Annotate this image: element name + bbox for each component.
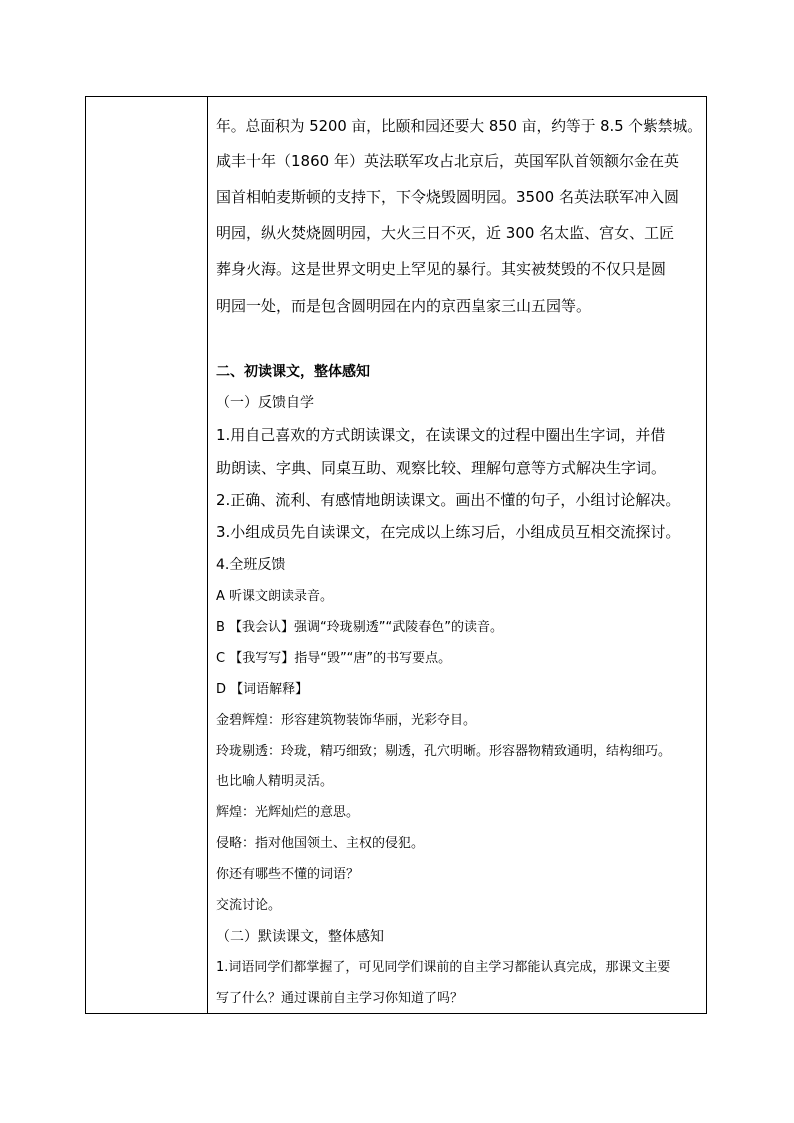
text-line: A 听课文朗读录音。	[216, 589, 334, 604]
text-line: 写了什么？通过课前自主学习你知道了吗？	[216, 991, 464, 1006]
subsection-heading: （一）反馈自学	[216, 395, 314, 411]
text-line: 金碧辉煌：形容建筑物装饰华丽，光彩夺目。	[216, 713, 477, 728]
text-line: 1.词语同学们都掌握了，可见同学们课前的自主学习都能认真完成，那课文主要	[216, 960, 671, 975]
text-line: 明园，纵火焚烧圆明园，大火三日不灭，近 300 名太监、宫女、工匠	[216, 224, 675, 242]
text-line: 年。总面积为 5200 亩，比颐和园还要大 850 亩，约等于 8.5 个紫禁城。	[216, 118, 703, 135]
text-line: B 【我会认】强调“玲珑剔透”“武陵春色”的读音。	[216, 620, 503, 635]
text-line: 辉煌：光辉灿烂的意思。	[216, 805, 360, 820]
text-line: 助朗读、字典、同桌互助、观察比较、理解句意等方式解决生字词。	[216, 459, 667, 477]
text-line: 你还有哪些不懂的词语？	[216, 867, 360, 882]
text-line: 明园一处，而是包含圆明园在内的京西皇家三山五园等。	[216, 297, 592, 315]
text-line: 国首相帕麦斯顿的支持下，下令烧毁圆明园。3500 名英法联军冲入圆	[216, 188, 679, 206]
lesson-table	[85, 96, 707, 1014]
section-heading: 二、初读课文，整体感知	[216, 364, 370, 380]
text-line: 1.用自己喜欢的方式朗读课文，在读课文的过程中圈出生字词，并借	[216, 426, 666, 444]
subsection-heading: （二）默读课文，整体感知	[216, 929, 384, 945]
text-line: 也比喻人精明灵活。	[216, 774, 334, 789]
table-content-column	[208, 97, 706, 1013]
text-line: 交流讨论。	[216, 898, 282, 913]
text-line: 3.小组成员先自读课文，在完成以上练习后，小组成员互相交流探讨。	[216, 523, 681, 541]
text-line: 葬身火海。这是世界文明史上罕见的暴行。其实被焚毁的不仅只是圆	[216, 260, 667, 278]
text-line: 2.正确、流利、有感情地朗读课文。画出不懂的句子，小组讨论解决。	[216, 491, 681, 509]
text-line: D 【词语解释】	[216, 682, 309, 697]
text-line: 玲珑剔透：玲珑，精巧细致；剔透，孔穴明晰。形容器物精致通明，结构细巧。	[216, 744, 672, 759]
text-line: 咸丰十年（1860 年）英法联军攻占北京后，英国军队首领额尔金在英	[216, 152, 679, 170]
text-line: C 【我写写】指导“毁”“唐”的书写要点。	[216, 651, 452, 666]
text-line: 4.全班反馈	[216, 557, 286, 573]
table-left-column	[86, 97, 208, 1013]
text-line: 侵略：指对他国领土、主权的侵犯。	[216, 836, 425, 851]
